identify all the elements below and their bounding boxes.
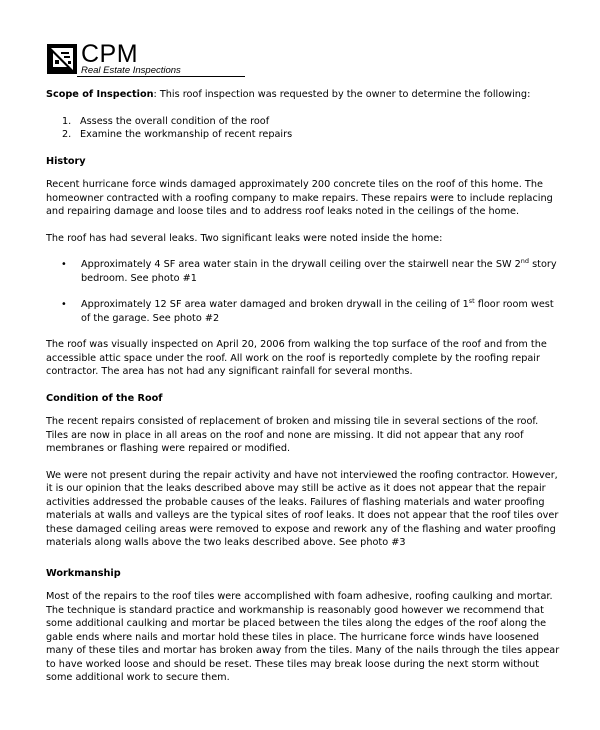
scope-list xyxy=(46,115,560,142)
history-paragraph-1: Recent hurricane force winds damaged approximately 200 concrete tiles on the roof of this home. The homeowner contracted with a roofing company to make repairs. These repairs were to include replacing and repairing damage and loose tiles and to address roof leaks noted in the ceilings of the home. xyxy=(46,179,553,217)
workmanship-paragraph-1: Most of the repairs to the roof tiles were accomplished with foam adhesive, roofing caulking and mortar. The technique is standard practice and workmanship is reasonably good however we recommend that some additional caulking and mortar be placed between the tiles along the edges of the roof along the gable ends where nails and mortar hold these tiles in place. The hurricane force winds have loosened many of these tiles and mortar has broken away from the tiles. Many of the nails through the tiles appear to have worked loose and should be reset. These tiles may break loose during the next storm without some additional work to secure them. xyxy=(46,591,560,683)
history-paragraph-3: The roof was visually inspected on April 20, 2006 from walking the top surface of the roof and from the accessible attic space under the roof. All work on the roof is reportedly complete by the roofing repair contractor. The area has not had any significant rainfall for several months. xyxy=(46,339,547,377)
list-item: • Approximately 4 SF area water stain in the drywall ceiling over the stairwell near the SW 2nd story bedroom. See photo #1 xyxy=(61,256,557,284)
condition-paragraph-2: We were not present during the repair activity and have not interviewed the roofing contractor. However, it is our opinion that the leaks described above may still be active as it does not appear that the repair activities addressed the probable causes of the leaks. Failures of flashing materials and water proofing materials at walls and valleys are the typical sites of roof leaks. It does not appear that the roof tiles over these damaged ceiling areas were removed to expose and rework any of the flashing and water proofing materials along walls above the two leaks described above. See photo #3 xyxy=(46,469,559,548)
history-heading: History xyxy=(46,155,86,167)
history-paragraph-2: The roof has had several leaks. Two significant leaks were noted inside the home: xyxy=(46,232,443,244)
logo-name: CPM xyxy=(81,40,139,68)
scope-paragraph xyxy=(46,88,560,102)
logo-divider xyxy=(77,76,245,77)
logo-tagline: Real Estate Inspections xyxy=(81,65,181,76)
list-item: 2. Examine the workmanship of recent repairs xyxy=(62,129,293,140)
scope-text: : This roof inspection was requested by the owner to determine the following: xyxy=(153,89,531,100)
workmanship-heading: Workmanship xyxy=(46,567,121,579)
list-item: 1. Assess the overall condition of the roof xyxy=(62,115,270,127)
leak-list xyxy=(46,258,560,325)
condition-paragraph-1: The recent repairs consisted of replacement of broken and missing tile in several sections of the roof. Tiles are now in place in all areas on the roof and none are missing. It did not appear that any roof membranes or flashing were repaired or modified. xyxy=(46,416,539,454)
bullet-icon: • xyxy=(61,259,67,270)
report-body xyxy=(46,88,560,685)
bullet-icon: • xyxy=(61,299,67,310)
list-item: • Approximately 12 SF area water damaged and broken drywall in the ceiling of 1st floor room west of the garage. See photo #2 xyxy=(61,296,554,324)
scope-label: Scope of Inspection xyxy=(46,89,154,100)
condition-heading: Condition of the Roof xyxy=(46,392,163,404)
cpm-logo-icon xyxy=(47,44,77,74)
